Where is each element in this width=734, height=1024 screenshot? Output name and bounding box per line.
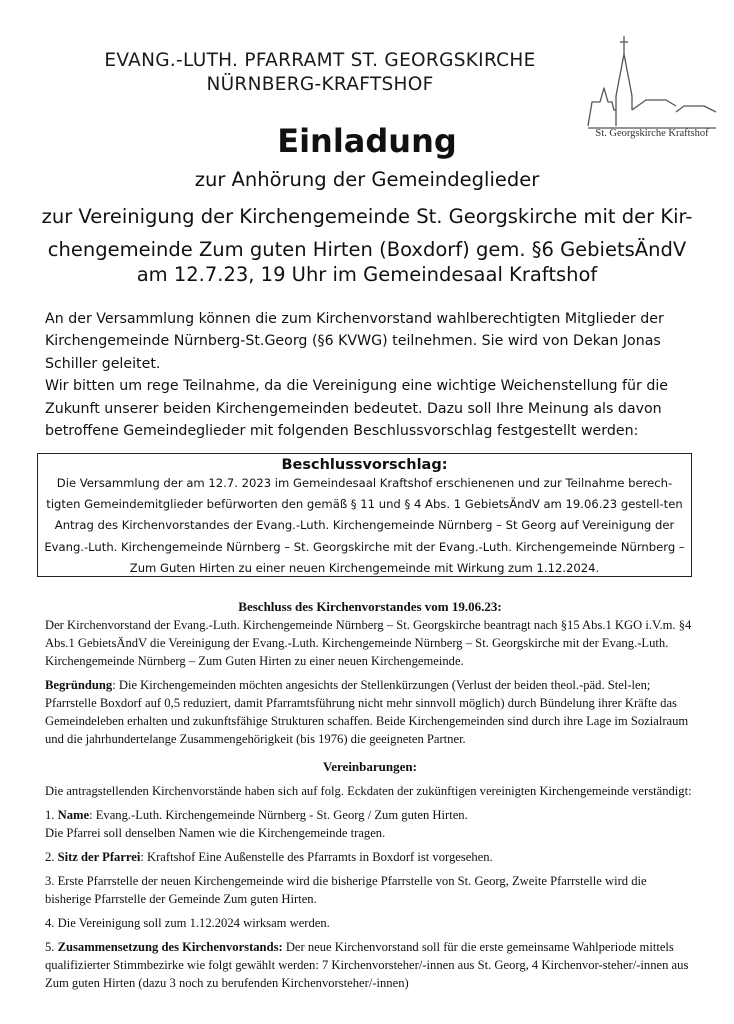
item-5-number: 5. [45,940,58,954]
intro-text [45,308,695,442]
item-1-text: : Evang.-Luth. Kirchengemeinde Nürnberg - St. Georg / Zum guten Hirten. [89,808,468,822]
logo-caption: St. Georgskirche Kraftshof [595,128,709,139]
item-1-number: 1. [45,808,58,822]
item-2-number: 2. [45,850,58,864]
agreement-item-4: 4. Die Vereinigung soll zum 1.12.2024 wirksam werden. [45,916,330,930]
resolution-text: Der Kirchenvorstand der Evang.-Luth. Kirchengemeinde Nürnberg – St. Georgskirche beantragt nach §15 Abs.1 KGO i.V.m. §4 Abs.1 GebietsÄndV die Vereinigung der Evang.-Luth. Kirchengemeinde Nürnberg – St. Georgskirche mit der Evang.-Luth. Kirchengemeinde Nürnberg – Zum Guten Hirten zu einer neuen Kirchengemeinde. [45,618,692,668]
agreement-item-3: 3. Erste Pfarrstelle der neuen Kirchengemeinde wird die bisherige Pfarrstelle von St. Georg, Zweite Pfarrstelle wird die bisherige Pfarrstelle der Gemeinde Zum guten Hirten. [45,874,647,906]
reason-text: : Die Kirchengemeinden möchten angesichts der Stellenkürzungen (Verlust der beiden theol.-päd. Stel-len; Pfarrstelle Boxdorf auf 0,5 reduziert, damit Pfarramtsführung nicht mehr sinnvoll möglich) durch Bündelung ihrer Kräfte das Gemeindeleben erhalten und zukunftsfähige Strukturen schaffen. Beide Kirchengemeinden sind durch ihre Lage im Sozialraum und die jahrhundertelange Zusammengehörigkeit (bis 1976) die geeigneten Partner. [45,678,689,746]
agreements-section [45,758,695,992]
agreement-item-1-note: Die Pfarrei soll denselben Namen wie die Kirchengemeinde tragen. [45,826,386,840]
item-1-label: Name [57,808,90,822]
item-5-label: Zusammensetzung des Kirchenvorstands: [57,940,283,954]
agreements-intro: Die antragstellenden Kirchenvorstände haben sich auf folg. Eckdaten der zukünftigen vereinigten Kirchengemeinde verständigt: [45,784,692,798]
intro-paragraph-2: Wir bitten um rege Teilnahme, da die Vereinigung eine wichtige Weichenstellung für die Zukunft unserer beiden Kirchengemeinden bedeutet. Dazu soll Ihre Meinung als davon betroffene Gemeindeglieder mit folgenden Beschlussvorschlag festgestellt werden: [45,378,669,440]
subtitle-1: zur Anhörung der Gemeindeglieder [194,168,540,191]
agreements-heading: Vereinbarungen: [323,759,417,774]
agreement-item-5 [45,938,695,992]
page-title: Einladung [277,122,457,160]
proposal-heading: Beschlussvorschlag: [281,457,448,473]
reason-paragraph [45,676,695,748]
agreement-item-2 [45,848,695,866]
item-2-label: Sitz der Pfarrei [57,850,141,864]
subtitle-2: zur Vereinigung der Kirchengemeinde St. Georgskirche mit der Kir-chengemeinde Zum guten Hirten (Boxdorf) gem. §6 GebietsÄndV [41,205,693,261]
reason-label: Begründung [45,678,113,692]
header-line-2: NÜRNBERG-KRAFTSHOF [206,74,434,95]
resolution-section [45,598,695,748]
item-5-text: Der neue Kirchenvorstand soll für die erste gemeinsame Wahlperiode mittels qualifizierter Stimmbezirke wie folgt gewählt werden: 7 Kirchenvorsteher/-innen aus St. Georg, 4 Kirchenvor-steher/-innen aus Zum guten Hirten (dazu 3 noch zu berufenden Kirchenvorsteher/-innen) [45,940,689,990]
resolution-heading: Beschluss des Kirchenvorstandes vom 19.06.23: [238,599,502,614]
header-line-1: EVANG.-LUTH. PFARRAMT ST. GEORGSKIRCHE [104,50,536,71]
proposal-text: Die Versammlung der am 12.7. 2023 im Gemeindesaal Kraftshof erschienenen und zur Teilnahme berech-tigten Gemeindemitglieder befürworten den gemäß § 11 und § 4 Abs. 1 GebietsÄndV am 19.06.23 gestell-ten Antrag des Kirchenvorstandes der Evang.-Luth. Kirchengemeinde Nürnberg – St Georg auf Vereinigung der Evang.-Luth. Kirchengemeinde Nürnberg – St. Georgskirche mit der Evang.-Luth. Kirchengemeinde Nürnberg – Zum Guten Hirten zu einer neuen Kirchengemeinde mit Wirkung zum 1.12.2024. [44,476,685,575]
intro-paragraph-1: An der Versammlung können die zum Kirchenvorstand wahlberechtigten Mitglieder der Kirchengemeinde Nürnberg-St.Georg (§6 KVWG) teilnehmen. Sie wird von Dekan Jonas Schiller geleitet. [45,311,664,372]
item-2-text: : Kraftshof Eine Außenstelle des Pfarramts in Boxdorf ist vorgesehen. [140,850,493,864]
agreement-item-1 [45,806,695,824]
subtitle-date: am 12.7.23, 19 Uhr im Gemeindesaal Kraftshof [136,263,598,286]
proposal-box [37,453,692,577]
